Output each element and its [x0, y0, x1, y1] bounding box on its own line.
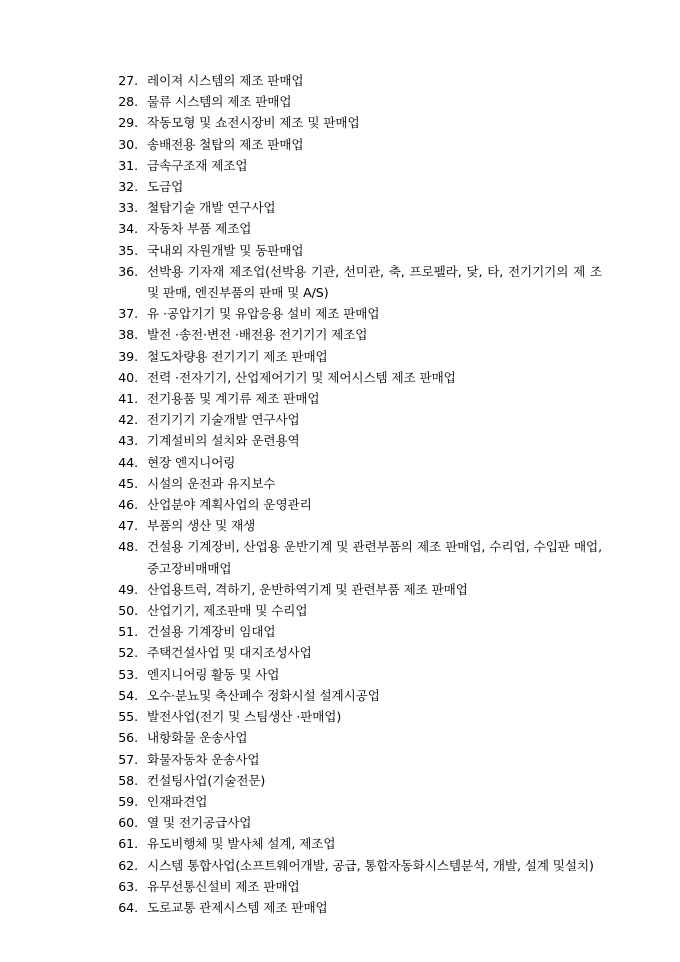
list-item — [112, 515, 602, 536]
list-item — [112, 452, 602, 473]
list-item-number: 60. — [118, 815, 138, 831]
list-item-text: 내항화물 운송사업 — [147, 730, 248, 746]
list-item-number: 52. — [118, 645, 138, 661]
list-item-text: 시스템 통합사업(소프트웨어개발, 공급, 통합자동화시스템분석, 개발, 설계 및설치) — [147, 857, 594, 873]
list-item-text: 부품의 생산 및 재생 — [147, 518, 256, 534]
list-item — [112, 367, 602, 388]
list-item-number: 54. — [118, 687, 138, 703]
list-item-text: 기계설비의 설치와 운련용역 — [147, 433, 300, 449]
list-item — [112, 749, 602, 770]
list-item-text: 물류 시스템의 제조 판매업 — [147, 94, 292, 110]
list-item-number: 44. — [118, 454, 138, 470]
list-item — [112, 685, 602, 706]
list-item — [112, 876, 602, 897]
list-item — [112, 409, 602, 430]
list-item-text: 열 및 전기공급사업 — [147, 815, 252, 831]
list-item-text: 시설의 운전과 유지보수 — [147, 475, 276, 491]
list-item-text: 산업기기, 제조판매 및 수리업 — [147, 603, 308, 619]
list-item-text: 발전 ·송전·변전 ·배전용 전기기기 제조업 — [147, 327, 368, 343]
list-item-number: 46. — [118, 497, 138, 513]
list-item — [112, 346, 602, 367]
list-item-number: 28. — [118, 94, 138, 110]
list-item — [112, 812, 602, 833]
list-item-text: 송배전용 철탑의 제조 판매업 — [147, 136, 304, 152]
list-item — [112, 897, 602, 918]
list-item-number: 43. — [118, 433, 138, 449]
list-item — [112, 621, 602, 642]
list-item-text: 발전사업(전기 및 스팀생산 ·판매업) — [147, 709, 342, 725]
list-item-number: 42. — [118, 412, 138, 428]
list-item — [112, 494, 602, 515]
list-item — [112, 218, 602, 239]
list-item-number: 27. — [118, 73, 138, 88]
list-item-number: 36. — [118, 263, 138, 279]
list-item — [112, 430, 602, 451]
list-item-number: 40. — [118, 369, 138, 385]
list-item-text: 주택건설사업 및 대지조성사업 — [147, 645, 312, 661]
list-item-text: 도금업 — [147, 179, 184, 195]
list-item — [112, 791, 602, 812]
list-item-text: 작동모형 및 쇼전시장비 제조 및 판매업 — [147, 115, 360, 131]
list-item — [112, 70, 602, 91]
list-item-number: 29. — [118, 115, 138, 131]
list-item-number: 58. — [118, 772, 138, 788]
list-item-number: 45. — [118, 475, 138, 491]
list-item-text: 인재파견업 — [147, 793, 208, 809]
list-item-number: 38. — [118, 327, 138, 343]
list-item-number: 35. — [118, 242, 138, 258]
list-item-text: 전기기기 기술개발 연구사업 — [147, 412, 300, 428]
list-item-text: 유도비행체 및 발사체 설계, 제조업 — [147, 836, 336, 852]
list-item-number: 48. — [118, 539, 138, 555]
list-item-number: 63. — [118, 878, 138, 894]
list-item — [112, 473, 602, 494]
list-item-number: 34. — [118, 221, 138, 237]
list-item — [112, 642, 602, 663]
list-item-text: 컨설팅사업(기술전문) — [147, 772, 266, 788]
list-item-text: 현장 엔지니어링 — [147, 454, 236, 470]
list-item-text: 전기용품 및 계기류 제조 판매업 — [147, 391, 320, 407]
list-item — [112, 727, 602, 748]
list-item — [112, 833, 602, 854]
list-item — [112, 112, 602, 133]
list-item-number: 56. — [118, 730, 138, 746]
list-item — [112, 600, 602, 621]
list-item-text: 유무선통신설비 제조 판매업 — [147, 878, 300, 894]
list-item-text: 유 ·공압기기 및 유압응용 설비 제조 판매업 — [147, 306, 380, 322]
list-item — [112, 536, 602, 578]
list-item-number: 31. — [118, 157, 138, 173]
list-item-number: 53. — [118, 666, 138, 682]
list-item-text: 화물자동차 운송사업 — [147, 751, 260, 767]
list-item-text: 선박용 기자재 제조업(선박용 기관, 선미관, 축, 프로펠라, 닻, 타, 전기기기의 제 조 및 판매, 엔진부품의 판매 및 A/S) — [147, 263, 602, 301]
list-item — [112, 261, 602, 303]
list-item-text: 오수·분뇨및 축산폐수 정화시설 설계시공업 — [147, 687, 380, 703]
list-item — [112, 855, 602, 876]
list-item-number: 50. — [118, 603, 138, 619]
list-item — [112, 176, 602, 197]
list-item-text: 엔지니어링 활동 및 사업 — [147, 666, 280, 682]
business-purpose-list — [112, 70, 602, 918]
list-item-number: 61. — [118, 836, 138, 852]
list-item-text: 도로교통 관제시스템 제조 판매업 — [147, 899, 328, 915]
list-item — [112, 240, 602, 261]
list-item-text: 전력 ·전자기기, 산업제어기기 및 제어시스템 제조 판매업 — [147, 369, 456, 385]
list-item — [112, 324, 602, 345]
list-item — [112, 303, 602, 324]
list-item-number: 49. — [118, 581, 138, 597]
list-item-text: 건설용 기계장비, 산업용 운반기계 및 관련부품의 제조 판매업, 수리업, 수입판 매업, 중고장비매매업 — [147, 539, 602, 576]
list-item-text: 철도차량용 전기기기 제조 판매업 — [147, 348, 328, 364]
list-item — [112, 197, 602, 218]
list-item-number: 30. — [118, 136, 138, 152]
list-item-number: 47. — [118, 518, 138, 534]
list-item-number: 41. — [118, 391, 138, 407]
list-item — [112, 388, 602, 409]
list-item-number: 33. — [118, 200, 138, 216]
list-item-text: 자동차 부품 제조업 — [147, 221, 252, 237]
list-item-text: 국내외 자원개발 및 동판매업 — [147, 242, 304, 258]
list-item-number: 57. — [118, 751, 138, 767]
list-item-text: 레이져 시스템의 제조 판매업 — [147, 73, 304, 88]
list-item-number: 64. — [118, 899, 138, 915]
list-item-text: 산업분야 계획사업의 운영관리 — [147, 497, 312, 513]
list-item-text: 금속구조재 제조업 — [147, 157, 248, 173]
list-item-number: 62. — [118, 857, 138, 873]
list-item — [112, 134, 602, 155]
list-item-text: 철탑기술 개발 연구사업 — [147, 200, 276, 216]
list-item — [112, 706, 602, 727]
list-item-number: 59. — [118, 793, 138, 809]
list-item — [112, 770, 602, 791]
list-item-text: 산업용트럭, 격하기, 운반하역기계 및 관련부품 제조 판매업 — [147, 581, 468, 597]
list-item — [112, 664, 602, 685]
list-item-number: 37. — [118, 306, 138, 322]
list-item — [112, 155, 602, 176]
list-item-number: 32. — [118, 179, 138, 195]
list-item-number: 55. — [118, 709, 138, 725]
list-item-number: 51. — [118, 624, 138, 640]
list-item — [112, 579, 602, 600]
list-item-text: 건설용 기계장비 임대업 — [147, 624, 276, 640]
list-item — [112, 91, 602, 112]
list-item-number: 39. — [118, 348, 138, 364]
